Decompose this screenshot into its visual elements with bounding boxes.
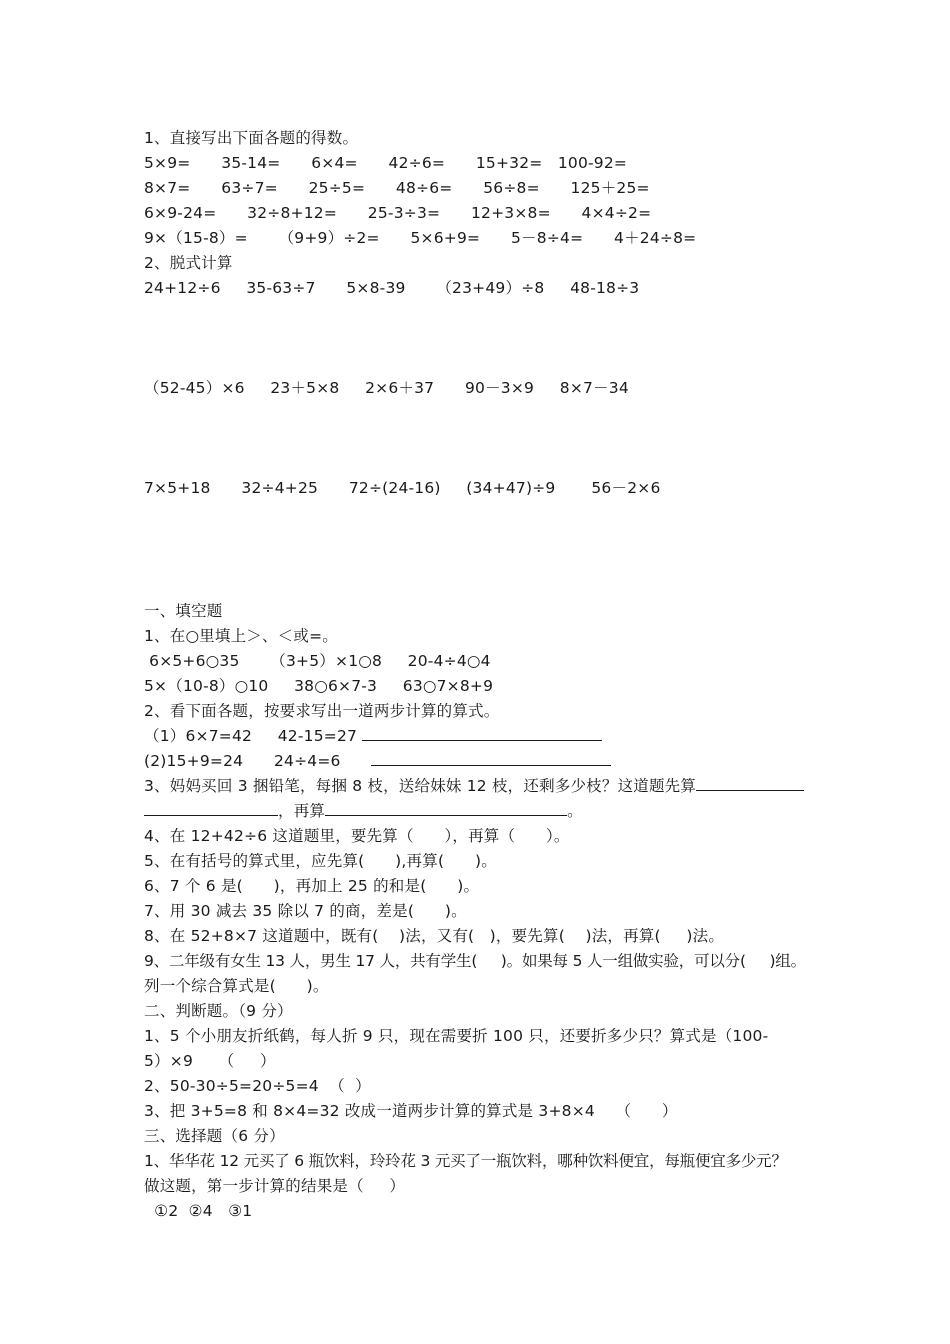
question-text: 1、在○里填上＞、＜或=。	[144, 627, 338, 645]
question-text: 6、7 个 6 是( )，再加上 25 的和是( )。	[144, 877, 480, 895]
part2-row: 7×5+18 32÷4+25 72÷(24-16) (34+47)÷9 56－2×6	[144, 479, 661, 497]
question-text: 8、在 52+8×7 这道题中，既有( )法，又有( )，要先算( )法，再算( )法。	[144, 927, 725, 945]
answer-blank[interactable]	[362, 726, 602, 741]
question-text: 做这题，第一步计算的结果是（ ）	[144, 1177, 406, 1195]
question-text-part: 3、妈妈买回 3 捆铅笔，每捆 8 枝，送给妹妹 12 枝，还剩多少枝？这道题先算	[144, 777, 697, 795]
question-text: 9、二年级有女生 13 人，男生 17 人，共有学生( )。如果每 5 人一组做实验，可以分( )组。	[144, 952, 806, 970]
question-row: 5×（10-8）○10 38○6×7-3 63○7×8+9	[144, 677, 494, 695]
question-text	[144, 776, 804, 796]
answer-blank[interactable]	[325, 801, 567, 816]
question-text: 2、看下面各题，按要求写出一道两步计算的算式。	[144, 702, 500, 720]
answer-options: ①2 ②4 ③1	[144, 1202, 253, 1220]
part1-row: 8×7= 63÷7= 25÷5= 48÷6= 56÷8= 125＋25=	[144, 179, 650, 197]
question-text: 2、50-30÷5=20÷5=4 （ ）	[144, 1077, 371, 1095]
answer-blank[interactable]	[144, 801, 278, 816]
question-text	[144, 801, 583, 821]
question-text: 7、用 30 减去 35 除以 7 的商，差是( )。	[144, 902, 467, 920]
question-text: 4、在 12+42÷6 这道题里，要先算（ ），再算（ ）。	[144, 827, 570, 845]
question-text: 5、在有括号的算式里，应先算( ),再算( )。	[144, 852, 497, 870]
part2-title: 2、脱式计算	[144, 254, 233, 272]
part1-row: 6×9-24= 32÷8+12= 25-3÷3= 12+3×8= 4×4÷2=	[144, 204, 652, 222]
question-row: 6×5+6○35 （3+5）×1○8 20-4÷4○4	[144, 652, 491, 670]
question-text: 列一个综合算式是( )。	[144, 977, 329, 995]
section3-title: 三、选择题（6 分）	[144, 1127, 285, 1145]
part1-row: 5×9= 35-14= 6×4= 42÷6= 15+32= 100-92=	[144, 154, 628, 172]
answer-blank[interactable]	[696, 776, 804, 791]
answer-blank[interactable]	[371, 751, 611, 766]
question-row-text: (2)15+9=24 24÷4=6	[144, 752, 372, 770]
question-text: 1、5 个小朋友折纸鹤，每人折 9 只，现在需要折 100 只，还要折多少只？算式是（100-	[144, 1027, 769, 1045]
question-text-part: ，再算	[278, 802, 326, 820]
question-text: 5）×9 （ ）	[144, 1052, 276, 1070]
question-text-part: 。	[567, 802, 583, 820]
part2-row: （52-45）×6 23＋5×8 2×6＋37 90－3×9 8×7－34	[144, 379, 629, 397]
section1-title: 一、填空题	[144, 602, 223, 620]
question-row	[144, 751, 611, 771]
question-row	[144, 726, 602, 746]
section2-title: 二、判断题。（9 分）	[144, 1002, 293, 1020]
part1-title: 1、直接写出下面各题的得数。	[144, 129, 359, 147]
part1-row: 9×（15-8）= （9+9）÷2= 5×6+9= 5－8÷4= 4＋24÷8=	[144, 229, 697, 247]
part2-row: 24+12÷6 35-63÷7 5×8-39 （23+49）÷8 48-18÷3	[144, 279, 640, 297]
question-text: 1、华华花 12 元买了 6 瓶饮料，玲玲花 3 元买了一瓶饮料，哪种饮料便宜，每瓶便宜多少元？	[144, 1152, 787, 1170]
question-row-text: （1）6×7=42 42-15=27	[144, 727, 363, 745]
question-text: 3、把 3+5=8 和 8×4=32 改成一道两步计算的算式是 3+8×4 （ ）	[144, 1102, 678, 1120]
